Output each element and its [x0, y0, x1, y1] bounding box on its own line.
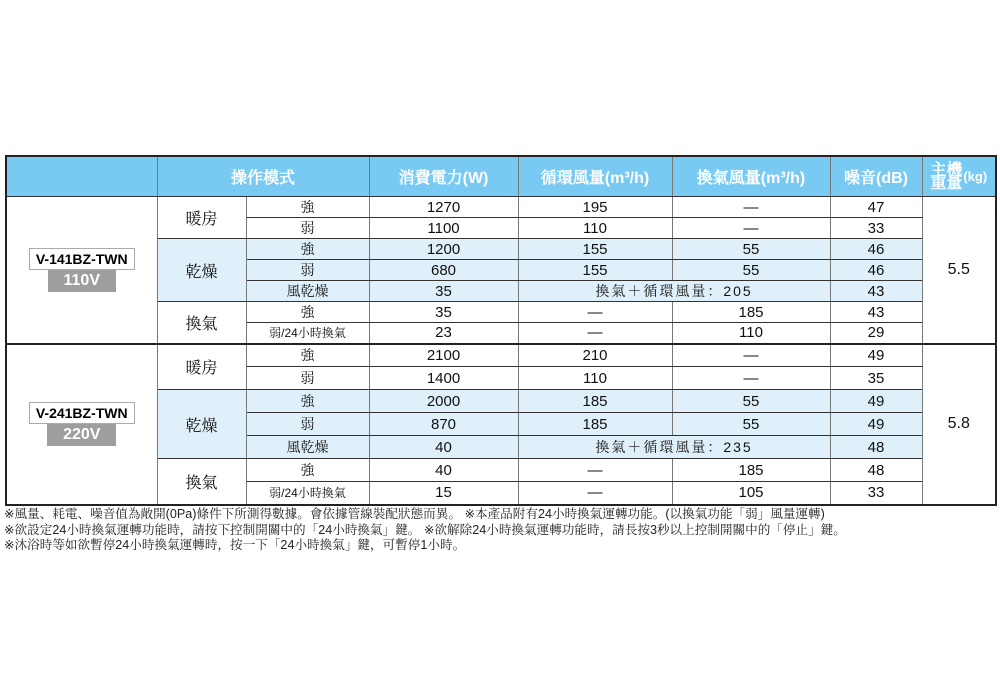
circulation-value: 210: [518, 344, 672, 367]
ventilation-value: 55: [672, 260, 830, 281]
ventilation-value: 185: [672, 459, 830, 482]
noise-value: 46: [830, 239, 922, 260]
category-heating: 暖房: [157, 197, 246, 239]
ventilation-value: —: [672, 344, 830, 367]
power-value: 40: [369, 436, 518, 459]
footnote-line: ※沐浴時等如欲暫停24小時換氣運轉時，按一下「24小時換氣」鍵，可暫停1小時。: [4, 538, 466, 553]
ventilation-value: 185: [672, 302, 830, 323]
circulation-value: 110: [518, 218, 672, 239]
power-value: 870: [369, 413, 518, 436]
noise-value: 33: [830, 482, 922, 505]
circulation-value: 155: [518, 239, 672, 260]
weight-value: 5.5: [922, 197, 996, 344]
noise-header: 噪音(dB): [830, 156, 922, 197]
power-value: 1400: [369, 367, 518, 390]
ventilation-value: —: [672, 197, 830, 218]
mode-label: 弱/24小時換氣: [246, 323, 369, 344]
power-value: 1270: [369, 197, 518, 218]
footnotes: [4, 507, 996, 554]
ventilation-value: —: [672, 367, 830, 390]
noise-value: 47: [830, 197, 922, 218]
noise-value: 49: [830, 344, 922, 367]
mode-label: 強: [246, 239, 369, 260]
noise-value: 43: [830, 302, 922, 323]
mode-label: 弱: [246, 260, 369, 281]
mode-label: 弱/24小時換氣: [246, 482, 369, 505]
power-value: 15: [369, 482, 518, 505]
mode-label: 弱: [246, 413, 369, 436]
power-value: 23: [369, 323, 518, 344]
mode-label: 風乾燥: [246, 281, 369, 302]
power-value: 35: [369, 281, 518, 302]
mode-label: 弱: [246, 367, 369, 390]
power-value: 1200: [369, 239, 518, 260]
circulation-value: 195: [518, 197, 672, 218]
mode-label: 強: [246, 197, 369, 218]
spec-row: [6, 344, 996, 367]
weight-header-unit: (kg): [963, 169, 988, 184]
power-value: 35: [369, 302, 518, 323]
mode-label: 強: [246, 302, 369, 323]
circulation-value: —: [518, 459, 672, 482]
mode-label: 強: [246, 344, 369, 367]
circulation-value: —: [518, 482, 672, 505]
power-header: 消費電力(W): [369, 156, 518, 197]
voltage-badge: 220V: [47, 424, 116, 446]
mode-label: 強: [246, 390, 369, 413]
circulation-value: —: [518, 302, 672, 323]
weight-header-line1: 主機: [930, 161, 963, 179]
circulation-header: 循環風量(m³/h): [518, 156, 672, 197]
power-value: 2100: [369, 344, 518, 367]
weight-header-line2: 重量: [930, 174, 963, 192]
combined-airflow-value: 換氣＋循環風量：235: [518, 436, 830, 459]
ventilation-value: 105: [672, 482, 830, 505]
power-value: 680: [369, 260, 518, 281]
circulation-value: 110: [518, 367, 672, 390]
model-column-header: [6, 156, 157, 197]
weight-value: 5.8: [922, 344, 996, 505]
model-cell: [6, 344, 157, 505]
weight-header: [922, 156, 996, 197]
noise-value: 35: [830, 367, 922, 390]
category-heating: 暖房: [157, 344, 246, 390]
noise-value: 29: [830, 323, 922, 344]
ventilation-header: 換氣風量(m³/h): [672, 156, 830, 197]
mode-label: 風乾燥: [246, 436, 369, 459]
model-name-badge: V-241BZ-TWN: [29, 402, 135, 424]
circulation-value: 185: [518, 390, 672, 413]
circulation-value: —: [518, 323, 672, 344]
category-ventilation: 換氣: [157, 459, 246, 505]
noise-value: 49: [830, 413, 922, 436]
circulation-value: 185: [518, 413, 672, 436]
ventilation-value: 55: [672, 239, 830, 260]
category-drying: 乾燥: [157, 239, 246, 302]
model-name-badge: V-141BZ-TWN: [29, 248, 135, 270]
noise-value: 49: [830, 390, 922, 413]
power-value: 1100: [369, 218, 518, 239]
power-value: 2000: [369, 390, 518, 413]
section-v241bz: [6, 344, 996, 505]
operation-mode-header: 操作模式: [157, 156, 369, 197]
noise-value: 48: [830, 459, 922, 482]
footnote-line: ※欲設定24小時換氣運轉功能時，請按下控制開關中的「24小時換氣」鍵。 ※欲解除24小時換氣運轉功能時，請長按3秒以上控制開關中的「停止」鍵。: [4, 522, 846, 537]
mode-label: 弱: [246, 218, 369, 239]
category-ventilation: 換氣: [157, 302, 246, 344]
footnote-line: ※風量、耗電、噪音值為敞開(0Pa)條件下所測得數據。會依據管線裝配狀態而異。 ※本產品附有24小時換氣運轉功能。(以換氣功能「弱」風量運轉): [4, 507, 825, 521]
spec-row: [6, 197, 996, 218]
category-drying: 乾燥: [157, 390, 246, 459]
voltage-badge: 110V: [48, 270, 116, 292]
table-header-row: [6, 156, 996, 197]
model-cell: [6, 197, 157, 344]
circulation-value: 155: [518, 260, 672, 281]
ventilation-value: 55: [672, 390, 830, 413]
section-v141bz: [6, 197, 996, 344]
ventilation-value: 55: [672, 413, 830, 436]
noise-value: 46: [830, 260, 922, 281]
ventilation-value: 110: [672, 323, 830, 344]
power-value: 40: [369, 459, 518, 482]
noise-value: 33: [830, 218, 922, 239]
noise-value: 43: [830, 281, 922, 302]
spec-table: [5, 155, 997, 506]
noise-value: 48: [830, 436, 922, 459]
mode-label: 強: [246, 459, 369, 482]
ventilation-value: —: [672, 218, 830, 239]
combined-airflow-value: 換氣＋循環風量：205: [518, 281, 830, 302]
